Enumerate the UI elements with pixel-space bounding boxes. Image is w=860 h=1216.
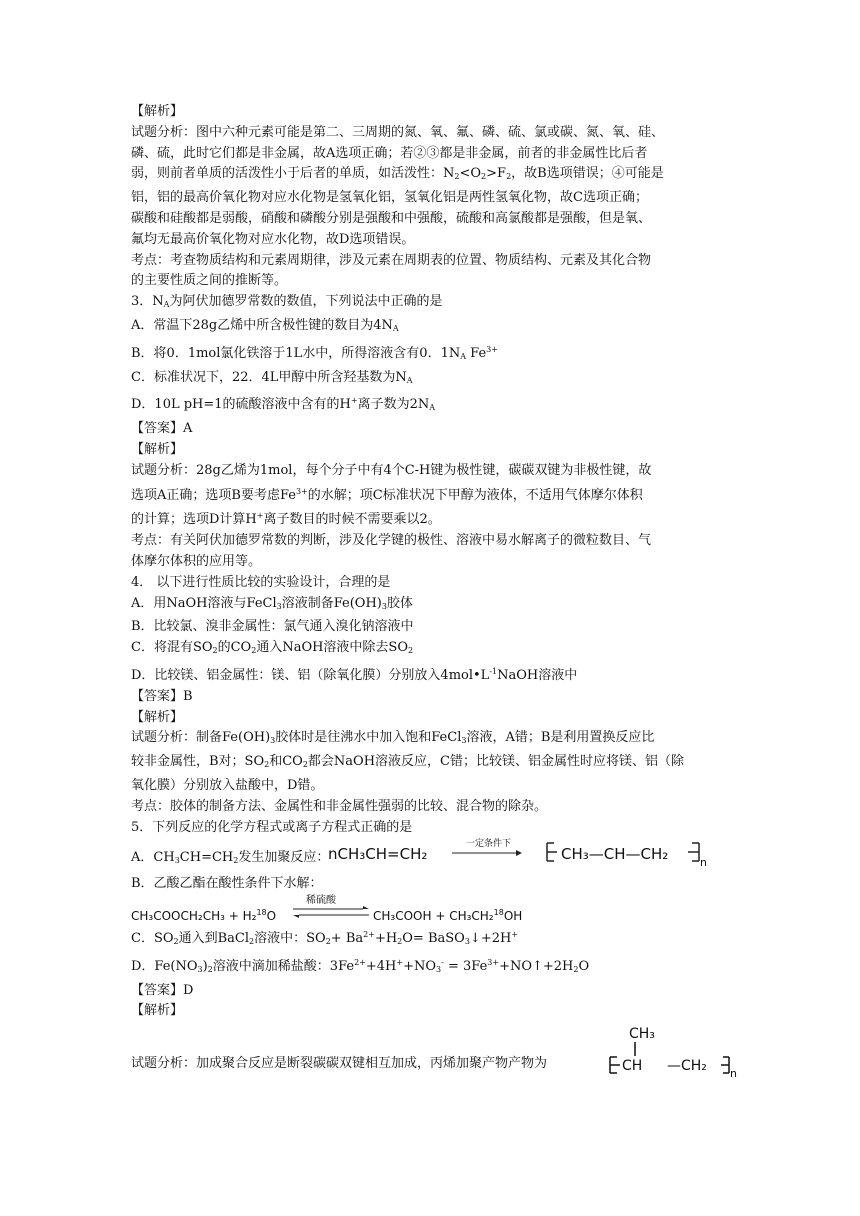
key-point: 考点：胶体的制备方法、金属性和非金属性强弱的比较、混合物的除杂。 xyxy=(131,798,548,814)
text-line: 磷、硫，此时它们都是非金属，故A选项正确；若②③都是非金属，前者的非金属性比后者 xyxy=(131,145,648,161)
subscript: A xyxy=(392,323,399,333)
text: 溶液中：SO xyxy=(254,931,326,947)
subscript: 3 xyxy=(464,937,470,947)
option-c xyxy=(131,368,731,392)
hydrolysis-equation xyxy=(131,895,731,925)
reaction-condition: 稀硫酸 xyxy=(306,895,336,907)
superscript: 18 xyxy=(493,908,504,918)
superscript: 3+ xyxy=(486,344,498,354)
superscript: 2+ xyxy=(354,957,366,967)
text-line xyxy=(131,752,731,776)
text: ↓+2H xyxy=(469,931,512,947)
text: ，故B选项错误；④可能是 xyxy=(511,166,664,182)
bracket-left-icon xyxy=(609,1055,621,1075)
text-line: 氧化膜）分别放入盐酸中，D错。 xyxy=(131,777,324,793)
text: +NO xyxy=(403,958,437,974)
text: 通入到BaCl xyxy=(178,931,250,947)
key-point: 的主要性质之间的推断等。 xyxy=(131,273,288,289)
question-5: 5．下列反应的化学方程式或离子方程式正确的是 xyxy=(131,819,413,835)
text: 胶体 xyxy=(386,595,413,611)
text: 胶体时是往沸水中加入饱和FeCl xyxy=(275,730,462,746)
subscript: 2 xyxy=(481,172,487,182)
text-line: 碳酸和硅酸都是弱酸，硝酸和磷酸分别是强酸和中强酸，硫酸和高氯酸都是强酸，但是氧、 xyxy=(131,210,652,226)
subscript: 2 xyxy=(173,937,179,947)
option-c xyxy=(131,925,731,953)
text: C．SO xyxy=(131,931,174,947)
text-line: 氟均无最高价氧化物对应水化物，故D选项错误。 xyxy=(131,231,415,247)
text: O xyxy=(578,958,590,974)
text: 的水解；项C标准状况下甲醇为液体，不适用气体摩尔体积 xyxy=(307,487,643,503)
subscript: 2 xyxy=(251,646,257,656)
analysis-heading: 【解析】 xyxy=(131,441,184,457)
superscript: 2+ xyxy=(363,930,375,940)
text: CH=CH xyxy=(179,850,234,866)
superscript: + xyxy=(511,930,519,940)
subscript: 2 xyxy=(264,760,270,770)
subscript: 2 xyxy=(212,646,218,656)
product: CH₃—CH—CH₂ xyxy=(561,845,669,864)
ch2-group: —CH₂ xyxy=(667,1058,707,1075)
option-b: B．乙酸乙酯在酸性条件下水解： xyxy=(131,876,323,892)
bracket-right-icon xyxy=(688,841,700,863)
text: O xyxy=(266,909,277,924)
bracket-left-icon xyxy=(546,841,558,863)
text: +4H xyxy=(365,958,397,974)
text: NaOH溶液中 xyxy=(497,667,578,683)
subscript: 2 xyxy=(233,856,239,866)
reaction-condition: 一定条件下 xyxy=(466,839,512,850)
option-a xyxy=(131,594,731,618)
text: A．CH xyxy=(131,850,175,866)
key-point: 体摩尔体积的应用等。 xyxy=(131,553,262,569)
subscript: 2 xyxy=(408,646,414,656)
text: >F xyxy=(486,166,507,182)
text: A．常温下28g乙烯中所含极性键的数目为4N xyxy=(131,317,393,333)
text: +NO↑+2H xyxy=(499,958,574,974)
arrow-icon xyxy=(452,849,522,857)
superscript: 18 xyxy=(256,908,267,918)
analysis-line-with-structure xyxy=(131,1022,737,1081)
text: 为阿伏加德罗常数的数值，下列说法中正确的是 xyxy=(169,294,443,310)
subscript: 2 xyxy=(207,964,213,974)
text: 溶液中滴加稀盐酸：3Fe xyxy=(212,958,355,974)
text: OH xyxy=(503,909,523,924)
text: A．用NaOH溶液与FeCl xyxy=(131,595,277,611)
ch-group: CH xyxy=(622,1058,643,1075)
text: 弱，则前者单质的活泼性小于后者的单质，如活泼性：N xyxy=(131,166,455,182)
text-line: 试题分析：28g乙烯为1mol，每个分子中有4个C-H键为极性键，碳碳双键为非极性键，故 xyxy=(131,462,652,478)
products xyxy=(373,903,522,927)
subscript: 2 xyxy=(325,937,331,947)
analysis-heading: 【解析】 xyxy=(131,709,184,725)
subscript: 3 xyxy=(461,736,467,746)
text: 的CO xyxy=(217,640,252,656)
text-line: 铝，铝的最高价氧化物对应水化物是氢氧化铝，氢氧化铝是两性氢氧化物，故C选项正确； xyxy=(131,190,648,206)
subscript: 2 xyxy=(397,937,403,947)
text: 溶液，A错；B是利用置换反应比 xyxy=(466,730,655,746)
text: 和CO xyxy=(269,754,303,770)
answer: 【答案】D xyxy=(131,982,194,998)
option-b xyxy=(131,340,731,368)
option-a xyxy=(131,848,329,872)
text: D．Fe(NO xyxy=(131,958,198,974)
subscript: 2 xyxy=(573,964,579,974)
subscript-n: n xyxy=(700,856,707,870)
subscript: 2 xyxy=(454,172,460,182)
text: B．将0．1mol氯化铁溶于1L水中，所得溶液含有0．1N xyxy=(131,345,461,361)
text-line xyxy=(131,164,731,188)
polymerization-equation xyxy=(328,836,728,870)
superscript: 3+ xyxy=(295,486,308,496)
document-body xyxy=(131,102,737,1081)
subscript: 3 xyxy=(270,736,276,746)
text: <O xyxy=(459,166,482,182)
text: = 3Fe xyxy=(443,958,488,974)
subscript: 3 xyxy=(381,601,387,611)
text: CH₃COOH + CH₃CH₂ xyxy=(373,909,494,924)
subscript: 2 xyxy=(506,172,512,182)
text: 离子数目的时候不需要乘以2。 xyxy=(263,512,441,528)
equilibrium-arrow-icon xyxy=(293,906,369,918)
text: 都会NaOH溶液反应，C错；比较镁、铝金属性时应将镁、铝（除 xyxy=(307,754,684,770)
subscript: A xyxy=(406,375,413,385)
analysis-heading: 【解析】 xyxy=(131,1003,184,1019)
text-line xyxy=(131,506,731,531)
text: + Ba xyxy=(330,931,364,947)
subscript: 3 xyxy=(276,601,282,611)
option-a-line xyxy=(131,838,731,872)
answer: 【答案】B xyxy=(131,688,193,704)
text: 选项A正确；选项B要考虑Fe xyxy=(131,487,296,503)
option-c xyxy=(131,638,731,662)
subscript: 3 xyxy=(436,964,442,974)
option-d xyxy=(131,953,731,981)
text: +H xyxy=(374,931,398,947)
text: 试题分析：制备Fe(OH) xyxy=(131,730,271,746)
option-d xyxy=(131,662,731,687)
text-line xyxy=(131,728,731,752)
reactants xyxy=(131,903,276,927)
text: O= BaSO xyxy=(402,931,465,947)
superscript: 3+ xyxy=(487,957,500,967)
subscript: A xyxy=(460,351,467,361)
text: D．比较镁、铝金属性：镁、铝（除氧化膜）分别放入4mol•L xyxy=(131,667,490,683)
superscript: + xyxy=(396,957,404,967)
subscript: A xyxy=(163,300,170,310)
text: ) xyxy=(202,958,208,974)
bond-line-icon xyxy=(633,1042,637,1056)
text: C．将混有SO xyxy=(131,640,213,656)
text-line: 试题分析：加成聚合反应是断裂碳碳双键相互加成，丙烯加聚产物产物为 xyxy=(131,1056,548,1072)
subscript: A xyxy=(429,403,436,413)
subscript: 3 xyxy=(174,856,180,866)
text: CH₃COOCH₂CH₃ + H₂ xyxy=(131,909,257,924)
superscript: -1 xyxy=(489,666,498,676)
key-point: 考点：有关阿伏加德罗常数的判断，涉及化学键的极性、溶液中易水解离子的微粒数目、气 xyxy=(131,533,652,549)
polypropylene-structure xyxy=(609,1022,749,1081)
text: 离子数为2N xyxy=(357,397,430,413)
question-4: 4． 以下进行性质比较的实验设计，合理的是 xyxy=(131,574,391,590)
subscript: 2 xyxy=(249,937,255,947)
text: 发生加聚反应： xyxy=(238,850,330,866)
subscript-n: n xyxy=(730,1067,737,1081)
methyl-group: CH₃ xyxy=(629,1026,655,1043)
text-line: 试题分析：图中六种元素可能是第二、三周期的氮、氧、氟、磷、硫、氯或碳、氮、氧、硅、 xyxy=(131,124,665,140)
text: 通入NaOH溶液中除去SO xyxy=(256,640,408,656)
text: 的计算；选项D计算H xyxy=(131,512,257,528)
superscript: + xyxy=(256,511,264,521)
superscript: - xyxy=(441,957,444,967)
superscript: + xyxy=(350,396,358,406)
option-a xyxy=(131,316,731,340)
text: 较非金属性，B对；SO xyxy=(131,754,265,770)
text-line xyxy=(131,482,731,507)
text: Fe xyxy=(466,345,487,361)
answer: 【答案】A xyxy=(131,421,193,437)
key-point: 考点：考查物质结构和元素周期律，涉及元素在周期表的位置、物质结构、元素及其化合物 xyxy=(131,252,652,268)
text: C．标准状况下，22．4L甲醇中所含羟基数为N xyxy=(131,369,407,385)
analysis-heading: 【解析】 xyxy=(131,104,184,119)
text: 溶液制备Fe(OH) xyxy=(281,595,382,611)
option-d xyxy=(131,391,731,419)
subscript: 2 xyxy=(302,760,308,770)
text: D．10L pH=1的硫酸溶液中含有的H xyxy=(131,397,351,413)
subscript: 3 xyxy=(197,964,203,974)
question-3: 3．$N_A$为阿伏加德罗常数的数值，下列说法中正确的是 xyxy=(131,294,443,310)
option-b: B．比较氯、溴非金属性：氯气通入溴化钠溶液中 xyxy=(131,619,414,635)
reactant: nCH₃CH=CH₂ xyxy=(328,845,428,864)
